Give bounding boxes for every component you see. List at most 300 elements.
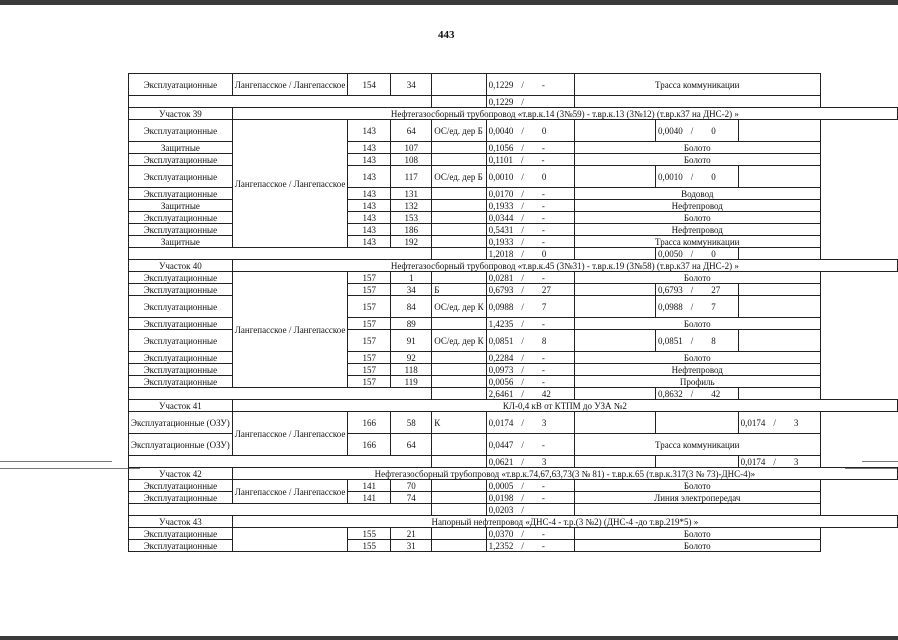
table-row: [129, 468, 898, 480]
area-cell: [486, 412, 574, 434]
area2-cell: [655, 330, 738, 352]
volume-value: 0: [711, 171, 716, 182]
plot-cell: 186: [391, 224, 432, 236]
area-value: 0,0050: [657, 248, 683, 259]
quarter-cell: 143: [348, 166, 391, 188]
area-cell: [486, 200, 574, 212]
kind-cell: К: [432, 412, 486, 434]
volume-value: 3: [793, 417, 799, 428]
note-cell: Нефтепровод: [574, 364, 820, 376]
land-user-cell: [232, 412, 348, 456]
kind-cell: ОС/ед. дер Б: [432, 120, 486, 142]
plot-cell: 132: [391, 200, 432, 212]
plot-cell: 74: [391, 492, 432, 504]
area-value: 0,6793: [657, 284, 683, 295]
separator: /: [690, 248, 694, 259]
area3-cell: [738, 412, 820, 434]
separator: /: [521, 236, 524, 247]
volume-value: -: [541, 492, 545, 503]
top-border: [0, 0, 898, 5]
section-title: Нефтегазосборный трубопровод «т.вр.к.74,67,63,73(3 № 81) - т.вр.к.65 (т.вр.к.317(3 № 73)-ДНС-4)»: [232, 468, 897, 480]
quarter-cell: 143: [348, 142, 391, 154]
kind-cell: [432, 212, 486, 224]
area-cell: [486, 142, 574, 154]
volume-value: 42: [541, 388, 551, 399]
section-label: Участок 40: [129, 260, 233, 272]
empty-cell: [738, 296, 820, 318]
category-cell: Эксплуатационные: [129, 364, 233, 376]
volume-value: -: [541, 212, 545, 223]
area-cell: [486, 74, 574, 96]
area-value: 0,8632: [657, 388, 683, 399]
total2-cell: [655, 388, 738, 400]
quarter-cell: 154: [348, 74, 391, 96]
area-value: 0,0040: [657, 125, 683, 136]
total-cell: [486, 504, 574, 516]
empty-cell: [574, 504, 820, 516]
table-row: [129, 96, 898, 108]
quarter-cell: 157: [348, 272, 391, 284]
separator: /: [521, 417, 524, 428]
area-cell: [486, 236, 574, 248]
separator: /: [690, 335, 694, 346]
empty-cell: [432, 248, 486, 260]
quarter-cell: 157: [348, 364, 391, 376]
volume-value: -: [541, 480, 545, 491]
volume-value: 27: [541, 284, 551, 295]
note-cell: Болото: [574, 540, 820, 552]
area2-cell: [655, 120, 738, 142]
land-user: Лангепасское / Лангепасское: [234, 324, 346, 335]
area-value: 0,0370: [488, 528, 514, 539]
category-cell: Эксплуатационные: [129, 120, 233, 142]
empty-cell: [432, 456, 486, 468]
volume-value: 0: [541, 125, 547, 136]
separator: /: [521, 318, 524, 329]
quarter-cell: 143: [348, 188, 391, 200]
area-cell: [486, 434, 574, 456]
scan-artifact: [0, 461, 112, 462]
category-cell: Защитные: [129, 142, 233, 154]
separator: /: [690, 284, 694, 295]
area-value: 1,2352: [488, 540, 514, 551]
volume-value: 0: [711, 125, 716, 136]
plot-cell: 31: [391, 540, 432, 552]
quarter-cell: 143: [348, 224, 391, 236]
area-value: 0,6793: [488, 284, 514, 295]
empty-cell: [738, 166, 820, 188]
area-value: 0,1056: [488, 142, 514, 153]
kind-cell: [432, 200, 486, 212]
note-cell: Нефтепровод: [574, 200, 820, 212]
note-cell: Трасса коммуникации: [574, 74, 820, 96]
volume-value: 3: [793, 456, 799, 467]
volume-value: -: [541, 224, 545, 235]
table-row: [129, 108, 898, 120]
area-value: 0,1101: [488, 154, 514, 165]
land-user-cell: [232, 74, 348, 96]
total-cell: [486, 96, 574, 108]
separator: /: [521, 224, 524, 235]
kind-cell: [432, 364, 486, 376]
quarter-cell: 157: [348, 330, 391, 352]
table-row: [129, 456, 898, 468]
volume-value: 7: [711, 301, 716, 312]
empty-cell: [432, 96, 486, 108]
separator: /: [521, 200, 524, 211]
empty-cell: [574, 296, 655, 318]
land-user: Лангепасское / Лангепасское: [234, 79, 346, 90]
area2-cell: [655, 166, 738, 188]
section-title: Нефтегазосборный трубопровод «т.вр.к.14 (3№59) - т.вр.к.13 (3№12) (т.вр.к37 на ДНС-2) »: [232, 108, 897, 120]
area-cell: [486, 318, 574, 330]
kind-cell: Б: [432, 284, 486, 296]
table-row: [129, 504, 898, 516]
separator: /: [521, 456, 524, 467]
separator: /: [521, 284, 524, 295]
volume-value: 0: [711, 248, 716, 259]
kind-cell: ОС/ед. дер Б: [432, 166, 486, 188]
separator: /: [521, 212, 524, 223]
category-cell: Эксплуатационные: [129, 154, 233, 166]
area-cell: [486, 224, 574, 236]
empty-cell: [574, 248, 655, 260]
total2-cell: [655, 248, 738, 260]
empty-cell: [655, 456, 738, 468]
volume-value: 27: [711, 284, 721, 295]
table-row: [129, 388, 898, 400]
empty-cell: [432, 504, 486, 516]
volume-value: -: [541, 272, 545, 283]
note-cell: Болото: [574, 352, 820, 364]
quarter-cell: 143: [348, 200, 391, 212]
note-cell: Болото: [574, 212, 820, 224]
volume-value: -: [541, 352, 545, 363]
section-title: Нефтегазосборный трубопровод «т.вр.к.45 (3№31) - т.вр.к.19 (3№58) (т.вр.к37 на ДНС-2) »: [232, 260, 897, 272]
volume-value: 8: [541, 335, 547, 346]
quarter-cell: 166: [348, 434, 391, 456]
volume-value: -: [541, 154, 545, 165]
volume-value: 42: [711, 388, 721, 399]
volume-value: -: [541, 439, 545, 450]
note-cell: Болото: [574, 528, 820, 540]
empty-cell: [129, 388, 432, 400]
table-row: [129, 528, 898, 540]
area-cell: [486, 120, 574, 142]
volume-value: -: [541, 318, 545, 329]
separator: /: [521, 125, 524, 136]
separator: /: [521, 272, 524, 283]
note-cell: Болото: [574, 272, 820, 284]
volume-value: 7: [541, 301, 547, 312]
total-cell: [486, 388, 574, 400]
separator: /: [521, 492, 524, 503]
volume-value: -: [541, 376, 545, 387]
land-user-cell: [232, 480, 348, 504]
category-cell: Эксплуатационные (ОЗУ): [129, 434, 233, 456]
category-cell: Эксплуатационные (ОЗУ): [129, 412, 233, 434]
quarter-cell: 141: [348, 480, 391, 492]
volume-value: 0: [541, 171, 547, 182]
area-value: 0,0010: [488, 171, 514, 182]
area-value: 0,0851: [657, 335, 683, 346]
kind-cell: [432, 492, 486, 504]
area-cell: [486, 330, 574, 352]
area-cell: [486, 528, 574, 540]
empty-cell: [574, 284, 655, 296]
quarter-cell: 143: [348, 212, 391, 224]
category-cell: Эксплуатационные: [129, 528, 233, 540]
area-cell: [486, 296, 574, 318]
area-value: 0,0174: [488, 417, 514, 428]
area-value: 0,0010: [657, 171, 683, 182]
category-cell: Эксплуатационные: [129, 284, 233, 296]
plot-cell: 107: [391, 142, 432, 154]
area-value: 0,0174: [740, 417, 766, 428]
plot-cell: 58: [391, 412, 432, 434]
plot-cell: 192: [391, 236, 432, 248]
separator: /: [521, 439, 524, 450]
separator: /: [521, 388, 524, 399]
scan-artifact: [0, 468, 140, 469]
area2-cell: [655, 284, 738, 296]
separator: /: [773, 456, 776, 467]
area-value: 0,1229: [488, 79, 514, 90]
area-cell: [486, 492, 574, 504]
section-title: КЛ-0,4 кВ от КТПМ до УЗА №2: [232, 400, 897, 412]
table-row: [129, 400, 898, 412]
area-value: 0,0170: [488, 188, 514, 199]
plot-cell: 131: [391, 188, 432, 200]
quarter-cell: 157: [348, 284, 391, 296]
area-value: 0,0203: [488, 504, 514, 515]
kind-cell: [432, 352, 486, 364]
table-row: [129, 412, 898, 434]
page-number: 443: [438, 29, 455, 41]
plot-cell: 119: [391, 376, 432, 388]
category-cell: Эксплуатационные: [129, 352, 233, 364]
category-cell: Эксплуатационные: [129, 212, 233, 224]
area-value: 1,4235: [488, 318, 514, 329]
area-cell: [486, 540, 574, 552]
category-cell: Эксплуатационные: [129, 74, 233, 96]
separator: /: [521, 352, 524, 363]
section-title: Напорный нефтепровод «ДНС-4 - т.р.(3 №2) (ДНС-4 -до т.вр.219*5) »: [232, 516, 897, 528]
volume-value: 0: [541, 248, 547, 259]
kind-cell: [432, 318, 486, 330]
empty-cell: [655, 412, 738, 434]
empty-cell: [574, 330, 655, 352]
separator: /: [690, 171, 694, 182]
plot-cell: 108: [391, 154, 432, 166]
land-user: Лангепасское / Лангепасское: [234, 486, 346, 497]
plot-cell: 1: [391, 272, 432, 284]
quarter-cell: 155: [348, 540, 391, 552]
empty-cell: [738, 330, 820, 352]
category-cell: Эксплуатационные: [129, 480, 233, 492]
volume-value: 8: [711, 335, 716, 346]
quarter-cell: 143: [348, 236, 391, 248]
note-cell: Профиль: [574, 376, 820, 388]
kind-cell: ОС/ед. дер К: [432, 330, 486, 352]
note-cell: Болото: [574, 318, 820, 330]
separator: /: [521, 540, 524, 551]
quarter-cell: 157: [348, 296, 391, 318]
plot-cell: 91: [391, 330, 432, 352]
kind-cell: [432, 434, 486, 456]
plot-cell: 84: [391, 296, 432, 318]
area-cell: [486, 272, 574, 284]
area-value: 0,0344: [488, 212, 514, 223]
separator: /: [521, 376, 524, 387]
area-value: 0,0447: [488, 439, 514, 450]
section-label: Участок 39: [129, 108, 233, 120]
quarter-cell: 166: [348, 412, 391, 434]
quarter-cell: 143: [348, 154, 391, 166]
note-cell: Болото: [574, 142, 820, 154]
empty-cell: [574, 412, 655, 434]
area-value: 0,0056: [488, 376, 514, 387]
note-cell: Линия электропередач: [574, 492, 820, 504]
volume-value: -: [541, 236, 545, 247]
kind-cell: [432, 74, 486, 96]
volume-value: -: [541, 188, 545, 199]
volume-value: -: [541, 528, 545, 539]
separator: /: [521, 96, 524, 107]
note-cell: Трасса коммуникации: [574, 434, 820, 456]
table-row: [129, 248, 898, 260]
total-cell: [486, 248, 574, 260]
kind-cell: [432, 224, 486, 236]
section-label: Участок 43: [129, 516, 233, 528]
plot-cell: 118: [391, 364, 432, 376]
separator: /: [773, 417, 776, 428]
kind-cell: [432, 540, 486, 552]
table-row: [129, 120, 898, 142]
empty-cell: [129, 504, 432, 516]
separator: /: [521, 335, 524, 346]
plot-cell: 70: [391, 480, 432, 492]
land-user: Лангепасское / Лангепасское: [234, 178, 346, 189]
area-value: 0,0988: [488, 301, 514, 312]
area-cell: [486, 212, 574, 224]
kind-cell: [432, 236, 486, 248]
area-value: 0,1229: [488, 96, 514, 107]
category-cell: Эксплуатационные: [129, 188, 233, 200]
area-value: 2,6461: [488, 388, 514, 399]
plot-cell: 21: [391, 528, 432, 540]
table-row: [129, 74, 898, 96]
category-cell: Эксплуатационные: [129, 330, 233, 352]
area-value: 1,2018: [488, 248, 514, 259]
empty-cell: [129, 248, 432, 260]
empty-cell: [574, 166, 655, 188]
empty-cell: [129, 456, 432, 468]
quarter-cell: 157: [348, 318, 391, 330]
quarter-cell: 157: [348, 352, 391, 364]
volume-value: 3: [541, 456, 547, 467]
area-value: 0,0973: [488, 364, 514, 375]
separator: /: [690, 388, 694, 399]
table-row: [129, 260, 898, 272]
area-cell: [486, 284, 574, 296]
area-value: 0,0005: [488, 480, 514, 491]
plot-cell: 89: [391, 318, 432, 330]
empty-cell: [738, 248, 820, 260]
quarter-cell: 141: [348, 492, 391, 504]
land-user-cell: [232, 120, 348, 248]
separator: /: [521, 301, 524, 312]
area-value: 0,1933: [488, 200, 514, 211]
area-cell: [486, 188, 574, 200]
area-cell: [486, 154, 574, 166]
empty-cell: [574, 456, 655, 468]
category-cell: Эксплуатационные: [129, 296, 233, 318]
kind-cell: [432, 154, 486, 166]
kind-cell: [432, 142, 486, 154]
volume-value: -: [541, 142, 545, 153]
separator: /: [521, 504, 524, 515]
empty-cell: [738, 120, 820, 142]
separator: /: [521, 154, 524, 165]
category-cell: Эксплуатационные: [129, 272, 233, 284]
total-cell: [486, 456, 574, 468]
plot-cell: 64: [391, 434, 432, 456]
area-value: 0,0281: [488, 272, 514, 283]
area-cell: [486, 480, 574, 492]
area-cell: [486, 352, 574, 364]
volume-value: -: [541, 79, 545, 90]
table-row: [129, 516, 898, 528]
empty-cell: [574, 120, 655, 142]
separator: /: [521, 364, 524, 375]
table-row: [129, 480, 898, 492]
area-value: 0,2284: [488, 352, 514, 363]
kind-cell: [432, 376, 486, 388]
quarter-cell: 157: [348, 376, 391, 388]
separator: /: [521, 188, 524, 199]
area-value: 0,0198: [488, 492, 514, 503]
land-user-cell: [232, 272, 348, 388]
volume-value: -: [541, 200, 545, 211]
area-value: 0,0040: [488, 125, 514, 136]
empty-cell: [432, 388, 486, 400]
area-cell: [486, 376, 574, 388]
category-cell: Защитные: [129, 200, 233, 212]
category-cell: Эксплуатационные: [129, 224, 233, 236]
separator: /: [690, 125, 694, 136]
land-user-cell: [232, 528, 348, 552]
area-value: 0,0621: [488, 456, 514, 467]
total3-cell: [738, 456, 820, 468]
note-cell: Нефтепровод: [574, 224, 820, 236]
empty-cell: [738, 388, 820, 400]
category-cell: Защитные: [129, 236, 233, 248]
separator: /: [521, 528, 524, 539]
category-cell: Эксплуатационные: [129, 318, 233, 330]
separator: /: [690, 301, 694, 312]
note-cell: Болото: [574, 480, 820, 492]
separator: /: [521, 171, 524, 182]
volume-value: -: [541, 540, 545, 551]
category-cell: Эксплуатационные: [129, 166, 233, 188]
section-label: Участок 41: [129, 400, 233, 412]
area-value: 0,5431: [488, 224, 514, 235]
plot-cell: 117: [391, 166, 432, 188]
area-cell: [486, 364, 574, 376]
allotment-table: [128, 73, 898, 552]
volume-value: 3: [541, 417, 547, 428]
